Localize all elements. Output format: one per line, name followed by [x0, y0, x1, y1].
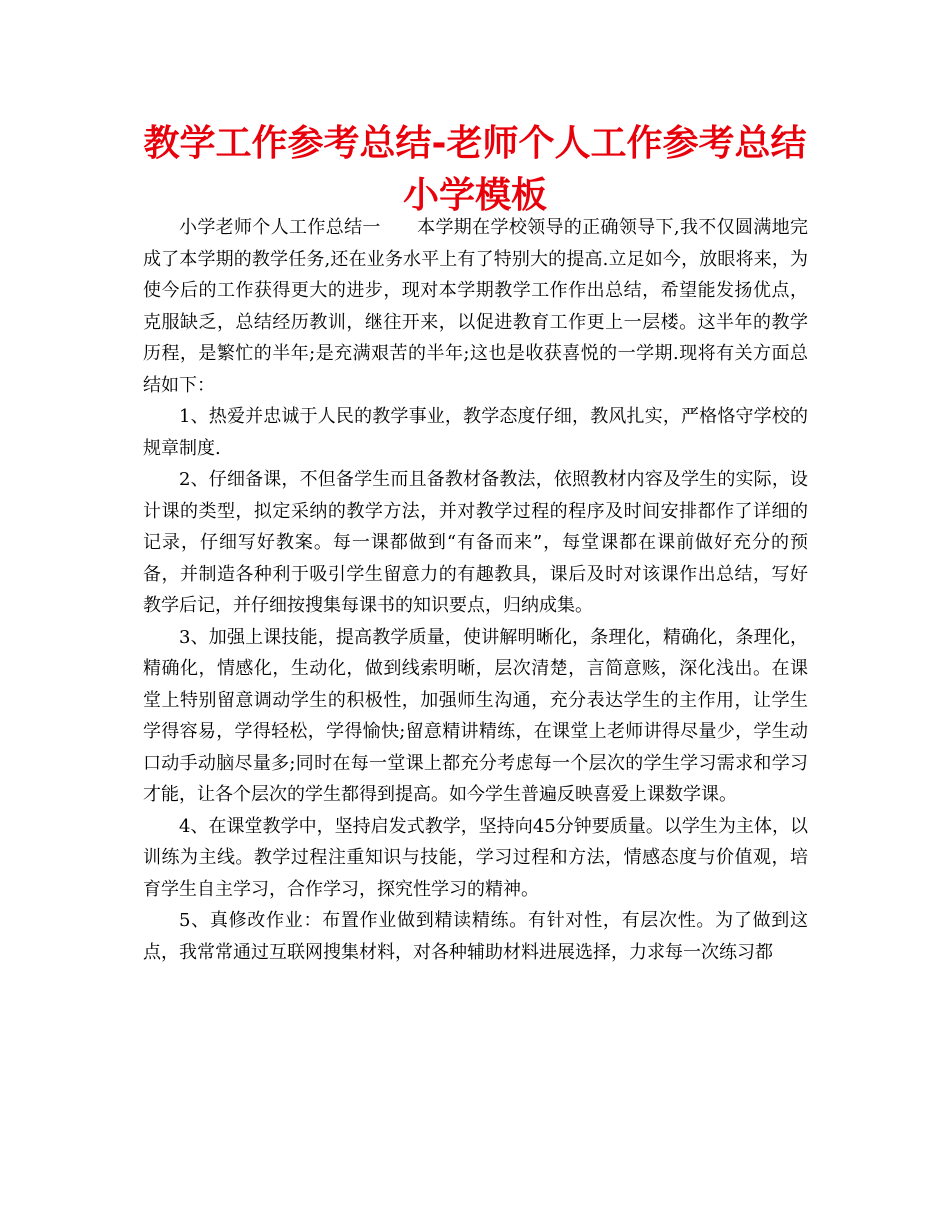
paragraph-4: 4、在课堂教学中，坚持启发式教学，坚持向45分钟要质量。以学生为主体，以训练为主线。教学过程注重知识与技能，学习过程和方法，情感态度与价值观，培育学生自主学习，合作学习，探究性学习的精神。 — [143, 815, 808, 900]
intro-heading: 小学老师个人工作总结一 — [179, 217, 381, 238]
paragraph-1: 1、热爱并忠诚于人民的教学事业，教学态度仔细，教风扎实，严格恪守学校的规章制度. — [143, 406, 808, 459]
paragraph-5: 5、真修改作业：布置作业做到精读精练。有针对性，有层次性。为了做到这点，我常常通过互联网搜集材料，对各种辅助材料进展选择，力求每一次练习都 — [143, 910, 808, 963]
intro-text: 本学期在学校领导的正确领导下,我不仅圆满地完成了本学期的教学任务,还在业务水平上有了特别大的提高.立足如今，放眼将来，为使今后的工作获得更大的进步，现对本学期教学工作作出总结，希望能发扬优点，克服缺乏，总结经历教训，继往开来，以促进教育工作更上一层楼。这半年的教学历程，是繁忙的半年;是充满艰苦的半年;这也是收获喜悦的一学期.现将有关方面总结如下： — [143, 217, 808, 396]
document-title: 教学工作参考总结-老师个人工作参考总结小学模板 — [143, 123, 807, 216]
paragraph-2: 2、仔细备课，不但备学生而且备教材备教法，依照教材内容及学生的实际，设计课的类型，拟定采纳的教学方法，并对教学过程的程序及时间安排都作了详细的记录，仔细写好教案。每一课都做到“有备而来”，每堂课都在课前做好充分的预备，并制造各种利于吸引学生留意力的有趣教具，课后及时对该课作出总结，写好教学后记，并仔细按搜集每课书的知识要点，归纳成集。 — [143, 469, 808, 616]
document-body — [143, 212, 808, 968]
intro-paragraph — [143, 212, 808, 401]
paragraph-3: 3、加强上课技能，提高教学质量，使讲解明晰化，条理化，精确化，条理化，精确化，情感化，生动化，做到线索明晰，层次清楚，言简意赅，深化浅出。在课堂上特别留意调动学生的积极性，加强师生沟通，充分表达学生的主作用，让学生学得容易，学得轻松，学得愉快;留意精讲精练，在课堂上老师讲得尽量少，学生动口动手动脑尽量多;同时在每一堂课上都充分考虑每一个层次的学生学习需求和学习才能，让各个层次的学生都得到提高。如今学生普遍反映喜爱上课数学课。 — [143, 626, 808, 805]
